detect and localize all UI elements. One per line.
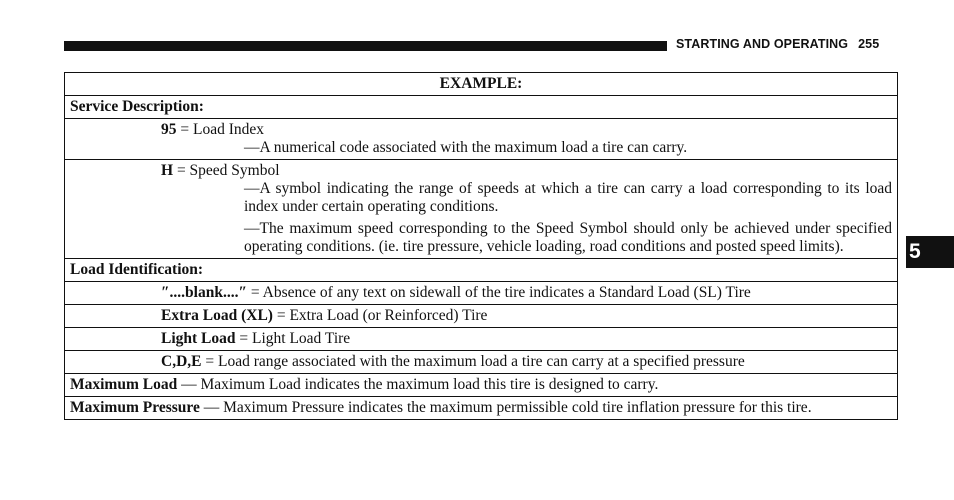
table-row xyxy=(65,328,898,351)
table-row xyxy=(65,351,898,374)
speed-symbol-term: H xyxy=(161,162,174,179)
table-row xyxy=(65,374,898,397)
load-id-row xyxy=(65,351,898,374)
load-id-def: = Absence of any text on sidewall of the tire indicates a Standard Load (SL) Tire xyxy=(247,284,751,301)
table-row xyxy=(65,119,898,160)
load-id-def: = Extra Load (or Reinforced) Tire xyxy=(272,307,488,324)
load-id-term: C,D,E xyxy=(161,353,202,370)
load-id-def: = Load range associated with the maximum load a tire can carry at a specified pressure xyxy=(201,353,745,370)
chapter-number: 5 xyxy=(909,240,921,263)
load-id-row xyxy=(65,282,898,305)
table-row xyxy=(65,160,898,259)
table-row xyxy=(65,282,898,305)
maximum-pressure-def: — Maximum Pressure indicates the maximum permissible cold tire inflation pressure for this tire. xyxy=(199,399,812,416)
speed-symbol-cell xyxy=(65,160,898,259)
load-identification-heading: Load Identification: xyxy=(65,259,898,282)
load-index-desc: —A numerical code associated with the maximum load a tire can carry. xyxy=(244,139,688,156)
speed-symbol-def: = Speed Symbol xyxy=(173,162,280,179)
load-id-row xyxy=(65,328,898,351)
page-number: 255 xyxy=(858,37,880,51)
table-row xyxy=(65,305,898,328)
load-id-term: Extra Load (XL) xyxy=(161,307,273,324)
header-rule xyxy=(64,41,667,51)
tire-service-example-table xyxy=(64,72,898,420)
table-title: EXAMPLE: xyxy=(65,73,898,96)
table-row xyxy=(65,397,898,420)
load-index-term: 95 xyxy=(161,121,177,138)
chapter-tab xyxy=(906,236,954,268)
load-id-def: = Light Load Tire xyxy=(235,330,351,347)
section-title: STARTING AND OPERATING xyxy=(676,37,849,51)
load-id-term: Light Load xyxy=(161,330,236,347)
table-row xyxy=(65,96,898,119)
load-index-def: = Load Index xyxy=(176,121,265,138)
maximum-pressure-term: Maximum Pressure xyxy=(70,399,200,416)
maximum-load-def: — Maximum Load indicates the maximum load this tire is designed to carry. xyxy=(177,376,659,393)
table-row xyxy=(65,73,898,96)
load-id-term: ″....blank....″ xyxy=(161,284,248,301)
maximum-pressure-cell xyxy=(65,397,898,420)
running-header xyxy=(676,37,879,51)
service-description-heading: Service Description: xyxy=(65,96,898,119)
speed-symbol-desc-2: —The maximum speed corresponding to the Speed Symbol should only be achieved under specified operating conditions. (ie. tire pressure, vehicle loading, road conditions and posted speed limits). xyxy=(244,220,892,255)
load-index-cell xyxy=(65,119,898,160)
maximum-load-term: Maximum Load xyxy=(70,376,178,393)
table-row xyxy=(65,259,898,282)
speed-symbol-desc-1: —A symbol indicating the range of speeds at which a tire can carry a load corresponding to its load index under certain operating conditions. xyxy=(244,180,892,215)
maximum-load-cell xyxy=(65,374,898,397)
load-id-row xyxy=(65,305,898,328)
